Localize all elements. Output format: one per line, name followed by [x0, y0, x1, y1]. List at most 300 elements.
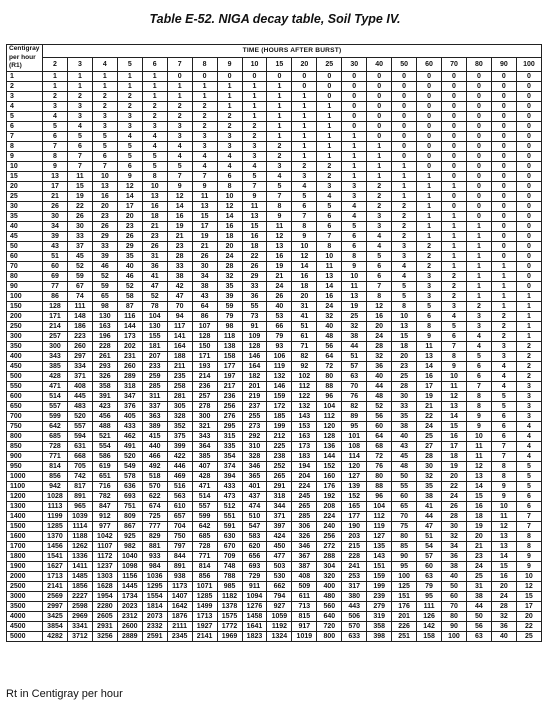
decay-value-cell: 136: [317, 441, 342, 451]
decay-value-cell: 0: [442, 161, 467, 171]
decay-value-cell: 1: [491, 301, 516, 311]
decay-value-cell: 10: [466, 431, 491, 441]
decay-value-cell: 127: [367, 531, 392, 541]
decay-value-cell: 2345: [167, 631, 192, 641]
decay-value-cell: 844: [167, 551, 192, 561]
decay-value-cell: 40: [392, 431, 417, 441]
decay-value-cell: 4: [392, 261, 417, 271]
decay-value-cell: 1: [466, 231, 491, 241]
decay-value-cell: 51: [292, 321, 317, 331]
r1-cell: 3: [7, 91, 43, 101]
decay-value-cell: 20: [392, 351, 417, 361]
decay-value-cell: 358: [367, 621, 392, 631]
decay-value-cell: 10: [142, 181, 167, 191]
decay-value-cell: 1: [367, 151, 392, 161]
decay-value-cell: 24: [417, 421, 442, 431]
decay-value-cell: 0: [491, 211, 516, 221]
decay-value-cell: 0: [466, 91, 491, 101]
decay-value-cell: 36: [242, 291, 267, 301]
decay-value-cell: 36: [442, 551, 467, 561]
decay-value-cell: 771: [43, 451, 68, 461]
row-header-label: [7, 45, 43, 72]
decay-value-cell: 12: [117, 181, 142, 191]
decay-value-cell: 11: [442, 381, 467, 391]
decay-value-cell: 88: [367, 481, 392, 491]
r1-cell: 4000: [7, 611, 43, 621]
decay-value-cell: 483: [67, 401, 92, 411]
decay-value-cell: 70: [342, 381, 367, 391]
decay-value-cell: 35: [217, 281, 242, 291]
decay-value-cell: 24: [267, 281, 292, 291]
decay-value-cell: 11: [267, 221, 292, 231]
decay-value-cell: 112: [367, 511, 392, 521]
decay-value-cell: 469: [167, 471, 192, 481]
decay-value-cell: 1: [317, 151, 342, 161]
decay-value-cell: 2: [217, 111, 242, 121]
decay-value-cell: 636: [117, 481, 142, 491]
r1-cell: 70: [7, 261, 43, 271]
decay-value-cell: 1040: [117, 551, 142, 561]
decay-value-cell: 10: [516, 571, 541, 581]
decay-value-cell: 33: [392, 401, 417, 411]
decay-value-cell: 4: [342, 201, 367, 211]
decay-value-cell: 143: [292, 411, 317, 421]
time-column-header: 15: [267, 57, 292, 71]
decay-value-cell: 0: [491, 91, 516, 101]
decay-value-cell: 651: [92, 471, 117, 481]
r1-cell: 15: [7, 171, 43, 181]
decay-value-cell: 4: [516, 441, 541, 451]
decay-value-cell: 236: [192, 381, 217, 391]
decay-value-cell: 10: [317, 251, 342, 261]
decay-value-cell: 56: [367, 411, 392, 421]
decay-value-cell: 13: [317, 271, 342, 281]
r1-cell: 90: [7, 281, 43, 291]
decay-value-cell: 1: [192, 81, 217, 91]
decay-value-cell: 92: [292, 361, 317, 371]
decay-value-cell: 693: [242, 561, 267, 571]
decay-value-cell: 1: [217, 91, 242, 101]
decay-value-cell: 685: [43, 431, 68, 441]
decay-value-cell: 1: [142, 91, 167, 101]
table-row: [7, 551, 542, 561]
decay-value-cell: 7: [267, 191, 292, 201]
decay-value-cell: 7: [516, 521, 541, 531]
table-row: [7, 621, 542, 631]
decay-value-cell: 212: [267, 431, 292, 441]
decay-value-cell: 119: [267, 361, 292, 371]
decay-value-cell: 18: [217, 231, 242, 241]
decay-value-cell: 5: [342, 221, 367, 231]
decay-value-cell: 64: [192, 301, 217, 311]
decay-value-cell: 60: [442, 591, 467, 601]
decay-value-cell: 181: [142, 341, 167, 351]
decay-value-cell: 1: [342, 161, 367, 171]
decay-value-cell: 2997: [43, 601, 68, 611]
decay-value-cell: 2: [292, 161, 317, 171]
decay-value-cell: 35: [417, 481, 442, 491]
decay-value-cell: 14: [217, 211, 242, 221]
decay-value-cell: 630: [217, 531, 242, 541]
decay-value-cell: 22: [442, 481, 467, 491]
decay-value-cell: 2280: [92, 601, 117, 611]
decay-value-cell: 488: [92, 421, 117, 431]
decay-value-cell: 5: [67, 131, 92, 141]
decay-value-cell: 3: [516, 401, 541, 411]
decay-value-cell: 3: [466, 321, 491, 331]
decay-value-cell: 748: [217, 561, 242, 571]
decay-value-cell: 389: [142, 421, 167, 431]
decay-value-cell: 881: [142, 541, 167, 551]
time-column-header: 30: [342, 57, 367, 71]
decay-value-cell: 16: [442, 431, 467, 441]
decay-value-cell: 4: [142, 141, 167, 151]
decay-value-cell: 1: [516, 331, 541, 341]
decay-value-cell: 912: [92, 511, 117, 521]
decay-value-cell: 374: [217, 461, 242, 471]
decay-value-cell: 1: [516, 291, 541, 301]
decay-value-cell: 1237: [92, 561, 117, 571]
decay-value-cell: 128: [242, 341, 267, 351]
decay-value-cell: 2: [267, 141, 292, 151]
decay-value-cell: 3: [67, 111, 92, 121]
decay-value-cell: 28: [491, 601, 516, 611]
decay-value-cell: 7: [442, 341, 467, 351]
decay-value-cell: 0: [392, 131, 417, 141]
decay-value-cell: 2: [67, 91, 92, 101]
decay-value-cell: 12: [292, 251, 317, 261]
decay-value-cell: 318: [117, 381, 142, 391]
decay-value-cell: 261: [92, 351, 117, 361]
decay-value-cell: 6: [317, 211, 342, 221]
r1-cell: 5000: [7, 631, 43, 641]
decay-value-cell: 9: [342, 261, 367, 271]
r1-cell: 1900: [7, 561, 43, 571]
decay-value-cell: 63: [417, 571, 442, 581]
decay-value-cell: 2605: [92, 611, 117, 621]
decay-value-cell: 36: [367, 361, 392, 371]
decay-value-cell: 0: [491, 81, 516, 91]
r1-cell: 25: [7, 191, 43, 201]
decay-value-cell: 1954: [92, 591, 117, 601]
decay-value-cell: 16: [367, 311, 392, 321]
decay-value-cell: 1: [417, 221, 442, 231]
decay-value-cell: 34: [43, 221, 68, 231]
decay-value-cell: 512: [217, 501, 242, 511]
decay-value-cell: 82: [342, 401, 367, 411]
decay-value-cell: 0: [516, 221, 541, 231]
decay-value-cell: 5: [117, 141, 142, 151]
decay-value-cell: 14: [442, 411, 467, 421]
row-header-line: Centigray: [9, 45, 40, 52]
decay-value-cell: 2: [466, 301, 491, 311]
time-column-header: 25: [317, 57, 342, 71]
decay-value-cell: 6: [92, 151, 117, 161]
decay-value-cell: 354: [217, 451, 242, 461]
decay-value-cell: 225: [267, 441, 292, 451]
decay-value-cell: 0: [392, 151, 417, 161]
decay-value-cell: 6: [217, 171, 242, 181]
decay-value-cell: 2: [117, 101, 142, 111]
decay-value-cell: 2: [392, 221, 417, 231]
decay-value-cell: 57: [417, 551, 442, 561]
decay-value-cell: 30: [43, 211, 68, 221]
decay-value-cell: 5: [43, 121, 68, 131]
decay-value-cell: 0: [367, 111, 392, 121]
time-column-header: 9: [217, 57, 242, 71]
decay-value-cell: 1: [516, 301, 541, 311]
decay-value-cell: 1114: [67, 521, 92, 531]
decay-value-cell: 1: [516, 321, 541, 331]
decay-value-cell: 437: [242, 491, 267, 501]
decay-value-cell: 334: [67, 361, 92, 371]
decay-value-cell: 3: [117, 111, 142, 121]
decay-value-cell: 199: [367, 581, 392, 591]
decay-value-cell: 55: [242, 301, 267, 311]
decay-value-cell: 295: [217, 421, 242, 431]
decay-value-cell: 3712: [67, 631, 92, 641]
r1-cell: 350: [7, 341, 43, 351]
decay-value-cell: 2: [142, 101, 167, 111]
decay-value-cell: 3: [516, 381, 541, 391]
decay-value-cell: 400: [317, 581, 342, 591]
decay-value-cell: 188: [167, 351, 192, 361]
decay-value-cell: 9: [442, 361, 467, 371]
decay-value-cell: 1: [92, 81, 117, 91]
decay-value-cell: 19: [417, 391, 442, 401]
time-column-header: 10: [242, 57, 267, 71]
decay-value-cell: 6: [43, 131, 68, 141]
r1-cell: 1600: [7, 531, 43, 541]
decay-value-cell: 977: [92, 521, 117, 531]
decay-value-cell: 21: [43, 191, 68, 201]
decay-value-cell: 2073: [142, 611, 167, 621]
decay-value-cell: 2: [392, 201, 417, 211]
decay-value-cell: 433: [217, 481, 242, 491]
decay-value-cell: 23: [466, 551, 491, 561]
decay-value-cell: 0: [392, 101, 417, 111]
decay-value-cell: 622: [142, 491, 167, 501]
decay-value-cell: 43: [192, 291, 217, 301]
decay-value-cell: 401: [242, 481, 267, 491]
r1-cell: 35: [7, 211, 43, 221]
decay-value-cell: 1107: [92, 541, 117, 551]
decay-value-cell: 46: [92, 261, 117, 271]
decay-value-cell: 317: [342, 581, 367, 591]
decay-value-cell: 11: [417, 341, 442, 351]
decay-value-cell: 85: [392, 541, 417, 551]
decay-value-cell: 0: [491, 101, 516, 111]
decay-value-cell: 79: [417, 581, 442, 591]
decay-value-cell: 2: [192, 111, 217, 121]
decay-value-cell: 965: [67, 501, 92, 511]
table-row: [7, 381, 542, 391]
decay-value-cell: 68: [367, 441, 392, 451]
decay-value-cell: 2: [491, 321, 516, 331]
decay-value-cell: 0: [466, 81, 491, 91]
table-row: [7, 281, 542, 291]
decay-value-cell: 12: [217, 201, 242, 211]
decay-value-cell: 2: [167, 111, 192, 121]
decay-value-cell: 255: [242, 411, 267, 421]
decay-value-cell: 281: [167, 391, 192, 401]
decay-value-cell: 5: [142, 161, 167, 171]
decay-value-cell: 0: [242, 71, 267, 81]
decay-value-cell: 17: [417, 381, 442, 391]
decay-value-cell: 6: [292, 201, 317, 211]
decay-value-cell: 0: [442, 71, 467, 81]
decay-value-cell: 4: [491, 361, 516, 371]
decay-value-cell: 2: [367, 191, 392, 201]
decay-value-cell: 8: [292, 221, 317, 231]
decay-value-cell: 423: [92, 401, 117, 411]
decay-value-cell: 0: [292, 71, 317, 81]
decay-value-cell: 3: [142, 121, 167, 131]
decay-value-cell: 4: [67, 121, 92, 131]
r1-cell: 30: [7, 201, 43, 211]
decay-value-cell: 41: [417, 501, 442, 511]
decay-value-cell: 984: [142, 561, 167, 571]
decay-value-cell: 1: [267, 131, 292, 141]
decay-value-cell: 1188: [67, 531, 92, 541]
decay-value-cell: 1575: [217, 611, 242, 621]
r1-cell: 80: [7, 271, 43, 281]
time-column-header: 60: [417, 57, 442, 71]
decay-value-cell: 563: [167, 491, 192, 501]
decay-value-cell: 424: [267, 531, 292, 541]
decay-value-cell: 112: [317, 411, 342, 421]
decay-value-cell: 20: [516, 611, 541, 621]
decay-value-cell: 0: [342, 91, 367, 101]
decay-value-cell: 9: [242, 191, 267, 201]
decay-value-cell: 21: [466, 541, 491, 551]
decay-value-cell: 2931: [92, 621, 117, 631]
decay-value-cell: 1: [466, 291, 491, 301]
decay-value-cell: 0: [342, 81, 367, 91]
decay-value-cell: 3: [516, 411, 541, 421]
decay-value-cell: 1: [92, 71, 117, 81]
decay-value-cell: 297: [67, 351, 92, 361]
decay-value-cell: 139: [342, 481, 367, 491]
decay-value-cell: 1407: [167, 591, 192, 601]
decay-value-cell: 1856: [67, 581, 92, 591]
decay-value-cell: 20: [442, 471, 467, 481]
decay-value-cell: 1: [292, 141, 317, 151]
decay-value-cell: 11: [242, 201, 267, 211]
decay-value-cell: 0: [516, 211, 541, 221]
decay-value-cell: 1295: [142, 581, 167, 591]
decay-value-cell: 10: [342, 271, 367, 281]
decay-value-cell: 152: [317, 461, 342, 471]
decay-value-cell: 306: [292, 521, 317, 531]
decay-value-cell: 408: [67, 381, 92, 391]
decay-value-cell: 797: [167, 541, 192, 551]
decay-value-cell: 56: [466, 621, 491, 631]
decay-value-cell: 163: [92, 321, 117, 331]
table-row: [7, 561, 542, 571]
decay-value-cell: 0: [516, 101, 541, 111]
table-row: [7, 481, 542, 491]
decay-value-cell: 7: [516, 511, 541, 521]
decay-value-cell: 53: [267, 311, 292, 321]
decay-value-cell: 11: [192, 191, 217, 201]
decay-value-cell: 12: [442, 391, 467, 401]
decay-value-cell: 11: [491, 511, 516, 521]
decay-value-cell: 1458: [242, 611, 267, 621]
decay-value-cell: 2: [491, 331, 516, 341]
decay-value-cell: 240: [317, 521, 342, 531]
decay-value-cell: 1370: [43, 531, 68, 541]
decay-value-cell: 3: [67, 101, 92, 111]
decay-value-cell: 26: [117, 231, 142, 241]
table-row: [7, 521, 542, 531]
decay-value-cell: 10: [217, 191, 242, 201]
decay-value-cell: 10: [392, 311, 417, 321]
decay-value-cell: 30: [417, 461, 442, 471]
decay-value-cell: 394: [217, 471, 242, 481]
decay-value-cell: 14: [466, 481, 491, 491]
decay-value-cell: 2: [392, 211, 417, 221]
decay-value-cell: 0: [491, 181, 516, 191]
decay-value-cell: 160: [317, 471, 342, 481]
decay-value-cell: 328: [242, 451, 267, 461]
decay-value-cell: 1: [417, 191, 442, 201]
decay-value-cell: 0: [491, 241, 516, 251]
decay-value-cell: 5: [491, 391, 516, 401]
decay-value-cell: 1: [417, 211, 442, 221]
decay-value-cell: 3: [242, 141, 267, 151]
decay-value-cell: 1156: [117, 571, 142, 581]
table-row: [7, 411, 542, 421]
r1-cell: 50: [7, 241, 43, 251]
decay-value-cell: 365: [242, 471, 267, 481]
decay-value-cell: 4: [367, 241, 392, 251]
decay-value-cell: 0: [417, 151, 442, 161]
decay-value-cell: 1: [516, 311, 541, 321]
decay-value-cell: 130: [92, 311, 117, 321]
decay-value-cell: 16: [167, 211, 192, 221]
decay-value-cell: 1285: [43, 521, 68, 531]
decay-value-cell: 118: [217, 331, 242, 341]
r1-cell: 1400: [7, 511, 43, 521]
decay-value-cell: 64: [317, 351, 342, 361]
decay-value-cell: 4: [442, 311, 467, 321]
decay-value-cell: 98: [92, 301, 117, 311]
decay-value-cell: 0: [491, 71, 516, 81]
decay-value-cell: 36: [142, 261, 167, 271]
decay-value-cell: 530: [267, 571, 292, 581]
decay-value-cell: 367: [292, 551, 317, 561]
decay-value-cell: 26: [442, 501, 467, 511]
decay-value-cell: 26: [43, 201, 68, 211]
decay-value-cell: 31: [466, 581, 491, 591]
decay-value-cell: 450: [267, 541, 292, 551]
decay-value-cell: 300: [192, 411, 217, 421]
decay-value-cell: 777: [142, 521, 167, 531]
decay-value-cell: 11: [317, 261, 342, 271]
decay-value-cell: 583: [242, 531, 267, 541]
table-row: [7, 101, 542, 111]
decay-value-cell: 1: [317, 121, 342, 131]
decay-value-cell: 259: [142, 371, 167, 381]
decay-value-cell: 1: [267, 111, 292, 121]
decay-value-cell: 47: [167, 291, 192, 301]
time-column-header: 70: [442, 57, 467, 71]
decay-value-cell: 925: [117, 531, 142, 541]
decay-value-cell: 41: [142, 271, 167, 281]
decay-value-cell: 0: [466, 181, 491, 191]
time-column-header: 40: [367, 57, 392, 71]
